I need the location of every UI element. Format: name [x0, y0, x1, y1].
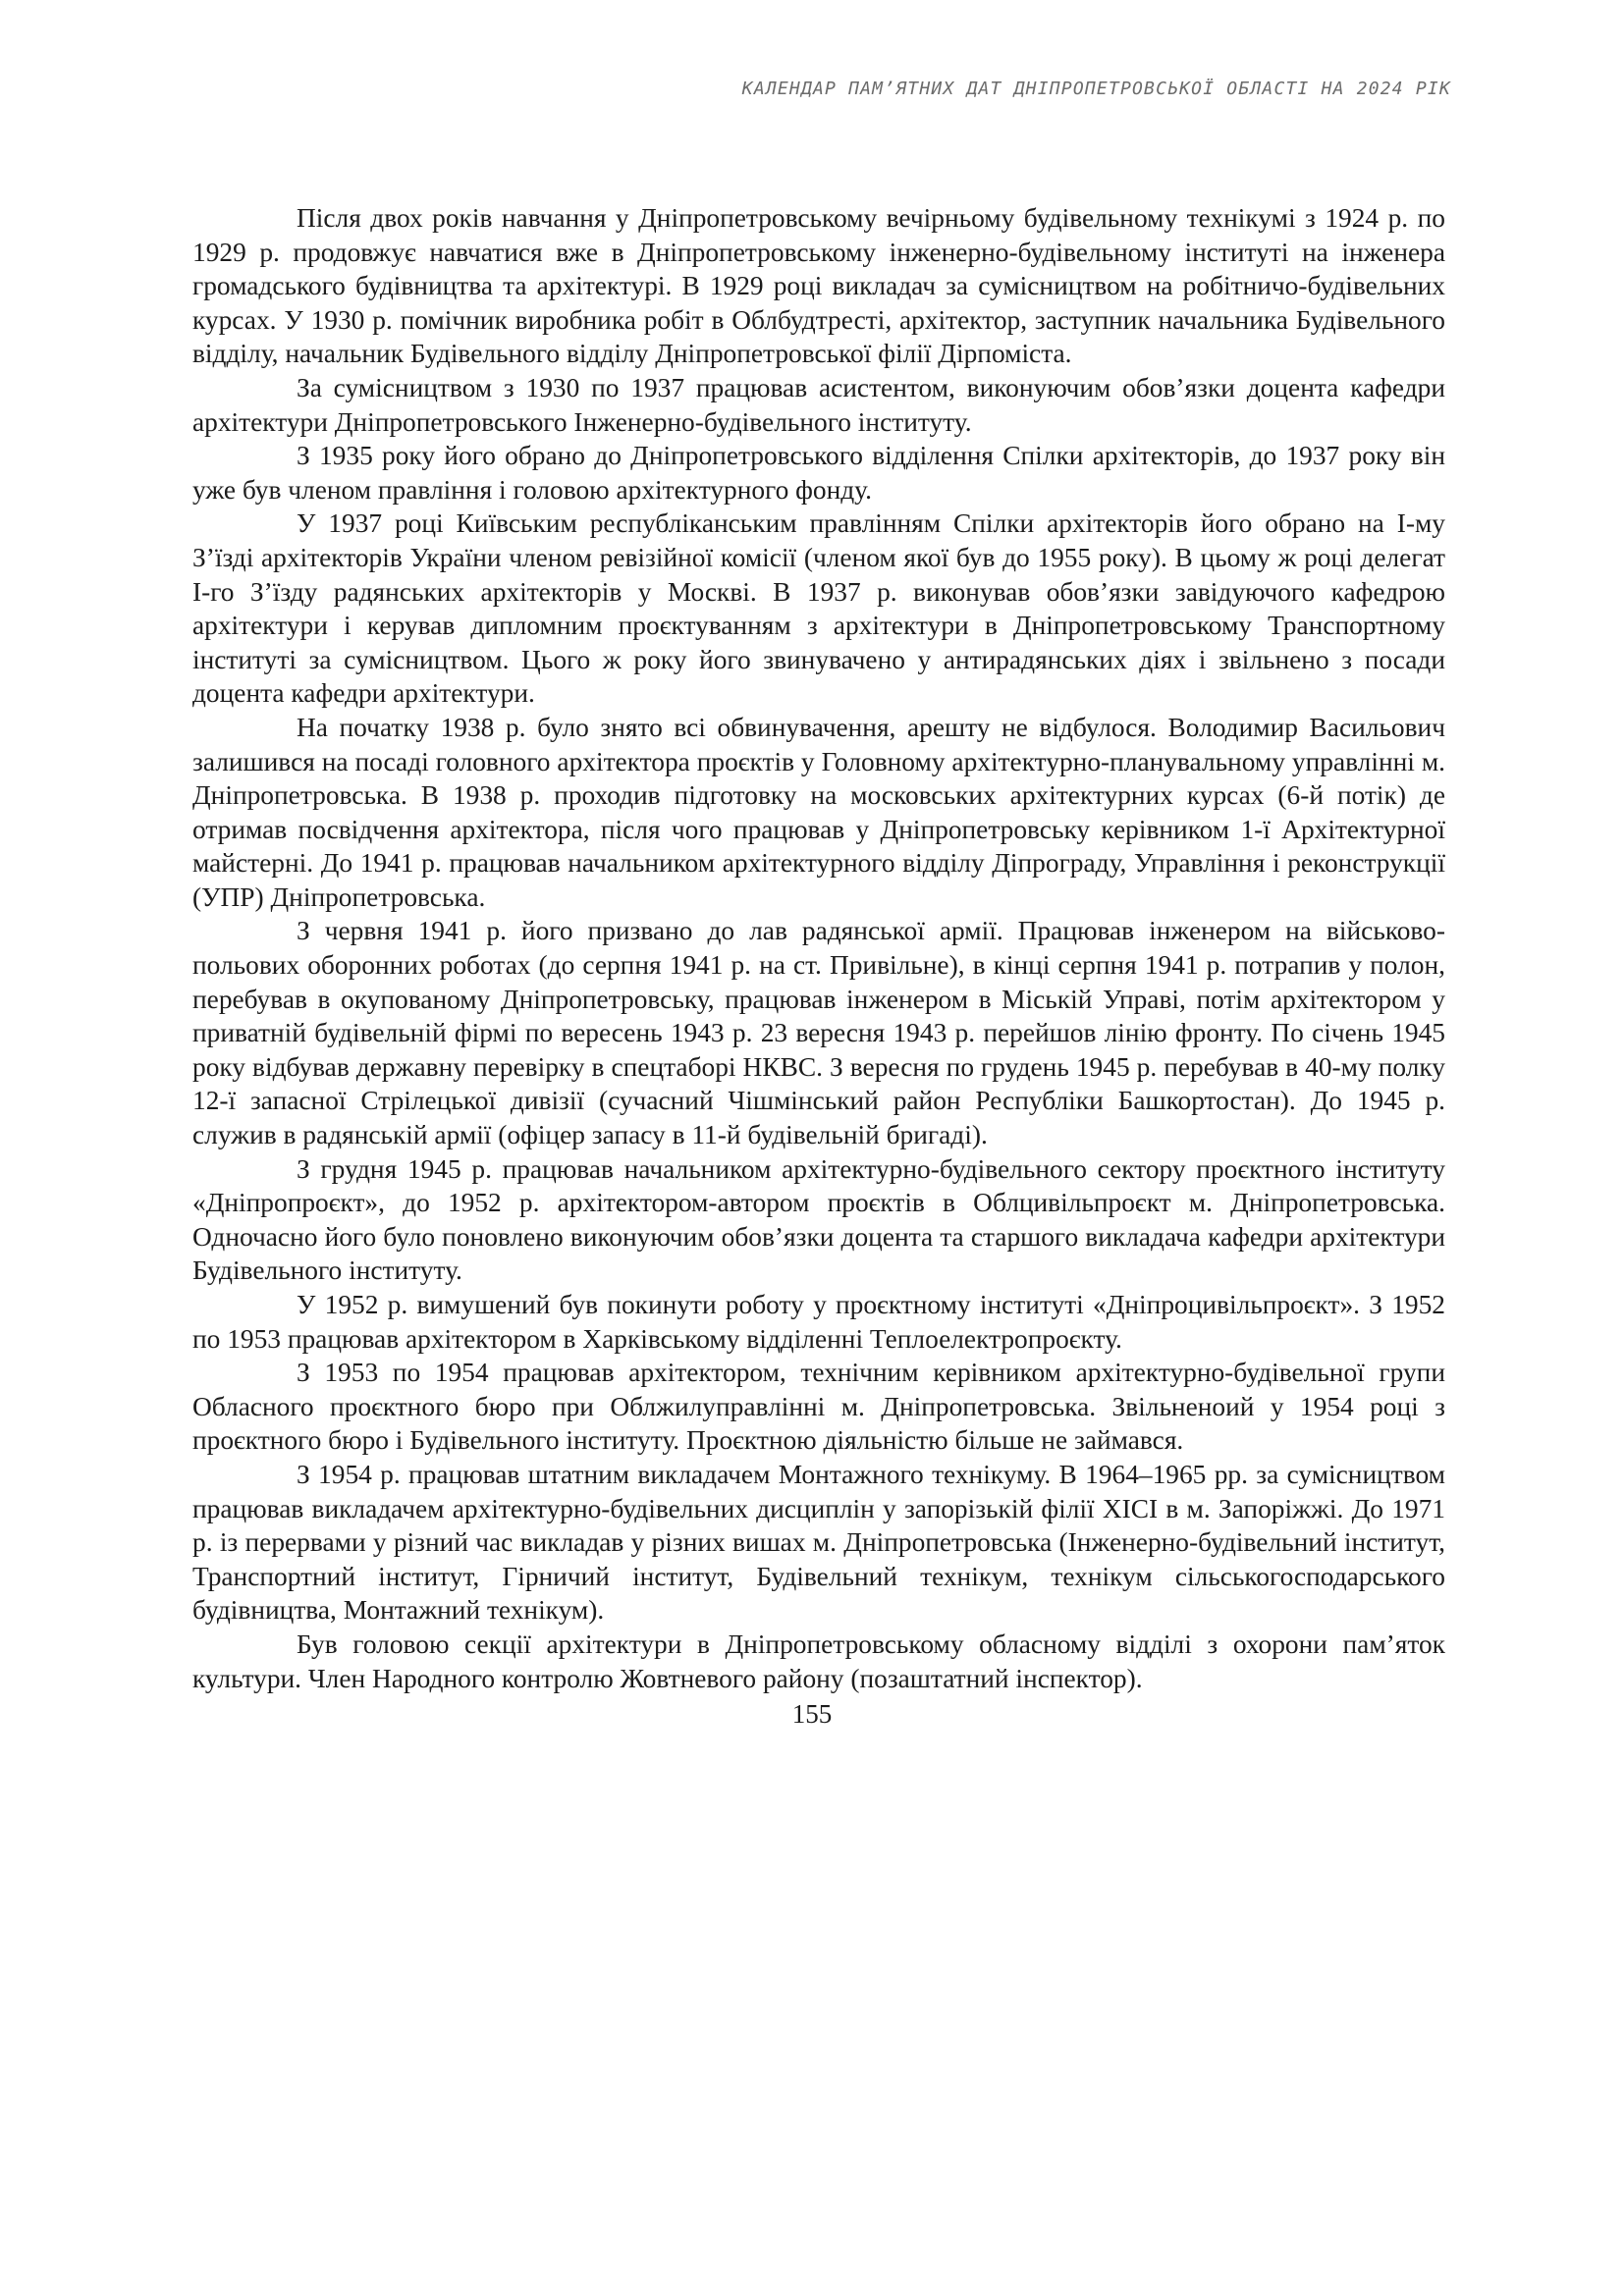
paragraph: За сумісництвом з 1930 по 1937 працював асистентом, виконуючим обов’язки доцента кафедри архітектури Дніпропетровського Інженерно-будівельного інституту.	[192, 372, 1445, 437]
running-header: КАЛЕНДАР ПАМ’ЯТНИХ ДАТ ДНІПРОПЕТРОВСЬКОЇ ОБЛАСТІ НА 2024 РІК	[741, 79, 1451, 99]
paragraph: Після двох років навчання у Дніпропетровському вечірньому будівельному технікумі з 1924 р. по 1929 р. продовжує навчатися вже в Дніпропетровському інженерно-будівельному інституті на інженера громадського будівництва та архітектурі. В 1929 році викладач за сумісництвом на робітничо-будівельних курсах. У 1930 р. помічник виробника робіт в Облбудтресті, архітектор, заступник начальника Будівельного відділу, начальник Будівельного відділу Дніпропетровської філії Дірпоміста.	[192, 203, 1445, 369]
paragraph: З грудня 1945 р. працював начальником архітектурно-будівельного сектору проєктного інституту «Дніпропроєкт», до 1952 р. архітектором-автором проєктів в Облцивільпроєкт м. Дніпропетровська. Одночасно його було поновлено виконуючим обов’язки доцента та старшого викладача кафедри архітектури Будівельного інституту.	[192, 1153, 1445, 1286]
paragraph: У 1937 році Київським республіканським правлінням Спілки архітекторів його обрано на І-му З’їзді архітекторів України членом ревізійної комісії (членом якої був до 1955 року). В цьому ж році делегат І-го З’їзду радянських архітекторів у Москві. В 1937 р. виконував обов’язки завідуючого кафедрою архітектури і керував дипломним проєктуванням з архітектури в Дніпропетровському Транспортному інституті за сумісництвом. Цього ж року його звинувачено у антирадянських діях і звільнено з посади доцента кафедри архітектури.	[192, 508, 1445, 709]
page-body	[192, 201, 1445, 1695]
paragraph: З 1954 р. працював штатним викладачем Монтажного технікуму. В 1964–1965 рр. за сумісництвом працював викладачем архітектурно-будівельних дисциплін у запорізькій філії ХІСІ в м. Запоріжжі. До 1971 р. із перервами у різний час викладав у різних вишах м. Дніпропетровська (Інженерно-будівельний інститут, Транспортний інститут, Гірничий інститут, Будівельний технікум, технікум сільськогосподарського будівництва, Монтажний технікум).	[192, 1459, 1445, 1626]
paragraph: У 1952 р. вимушений був покинути роботу у проєктному інституті «Дніпроцивільпроєкт». З 1952 по 1953 працював архітектором в Харківському відділенні Теплоелектропроєкту.	[192, 1290, 1445, 1354]
paragraph: З червня 1941 р. його призвано до лав радянської армії. Працював інженером на військово-польових оборонних роботах (до серпня 1941 р. на ст. Привільне), в кінці серпня 1941 р. потрапив у полон, перебував в окупованому Дніпропетровську, працював інженером в Міській Управі, потім архітектором у приватній будівельній фірмі по вересень 1943 р. 23 вересня 1943 р. перейшов лінію фронту. По січень 1945 року відбував державну перевірку в спецтаборі НКВС. З вересня по грудень 1945 р. перебував в 40-му полку 12-ї запасної Стрілецької дивізії (сучасний Чішмінський район Республіки Башкортостан). До 1945 р. служив в радянській армії (офіцер запасу в 11-й будівельній бригаді).	[192, 916, 1445, 1150]
paragraph: Був головою секції архітектури в Дніпропетровському обласному відділі з охорони пам’яток культури. Член Народного контролю Жовтневого району (позаштатний інспектор).	[192, 1629, 1445, 1693]
paragraph: З 1935 року його обрано до Дніпропетровського відділення Спілки архітекторів, до 1937 року він уже був членом правління і головою архітектурного фонду.	[192, 441, 1445, 505]
paragraph: З 1953 по 1954 працював архітектором, технічним керівником архітектурно-будівельної групи Обласного проєктного бюро при Облжилуправлінні м. Дніпропетровська. Звільненоий у 1954 році з проєктного бюро і Будівельного інституту. Проєктною діяльністю більше не займався.	[192, 1358, 1445, 1456]
page-number: 155	[791, 1699, 833, 1729]
paragraph: На початку 1938 р. було знято всі обвинувачення, арешту не відбулося. Володимир Васильович залишився на посаді головного архітектора проєктів у Головному архітектурно-планувальному управлінні м. Дніпропетровська. В 1938 р. проходив підготовку на московських архітектурних курсах (6-й потік) де отримав посвідчення архітектора, після чого працював у Дніпропетровську керівником 1-ї Архітектурної майстерні. До 1941 р. працював начальником архітектурного відділу Діпрограду, Управління і реконструкції (УПР) Дніпропетровська.	[192, 712, 1445, 912]
